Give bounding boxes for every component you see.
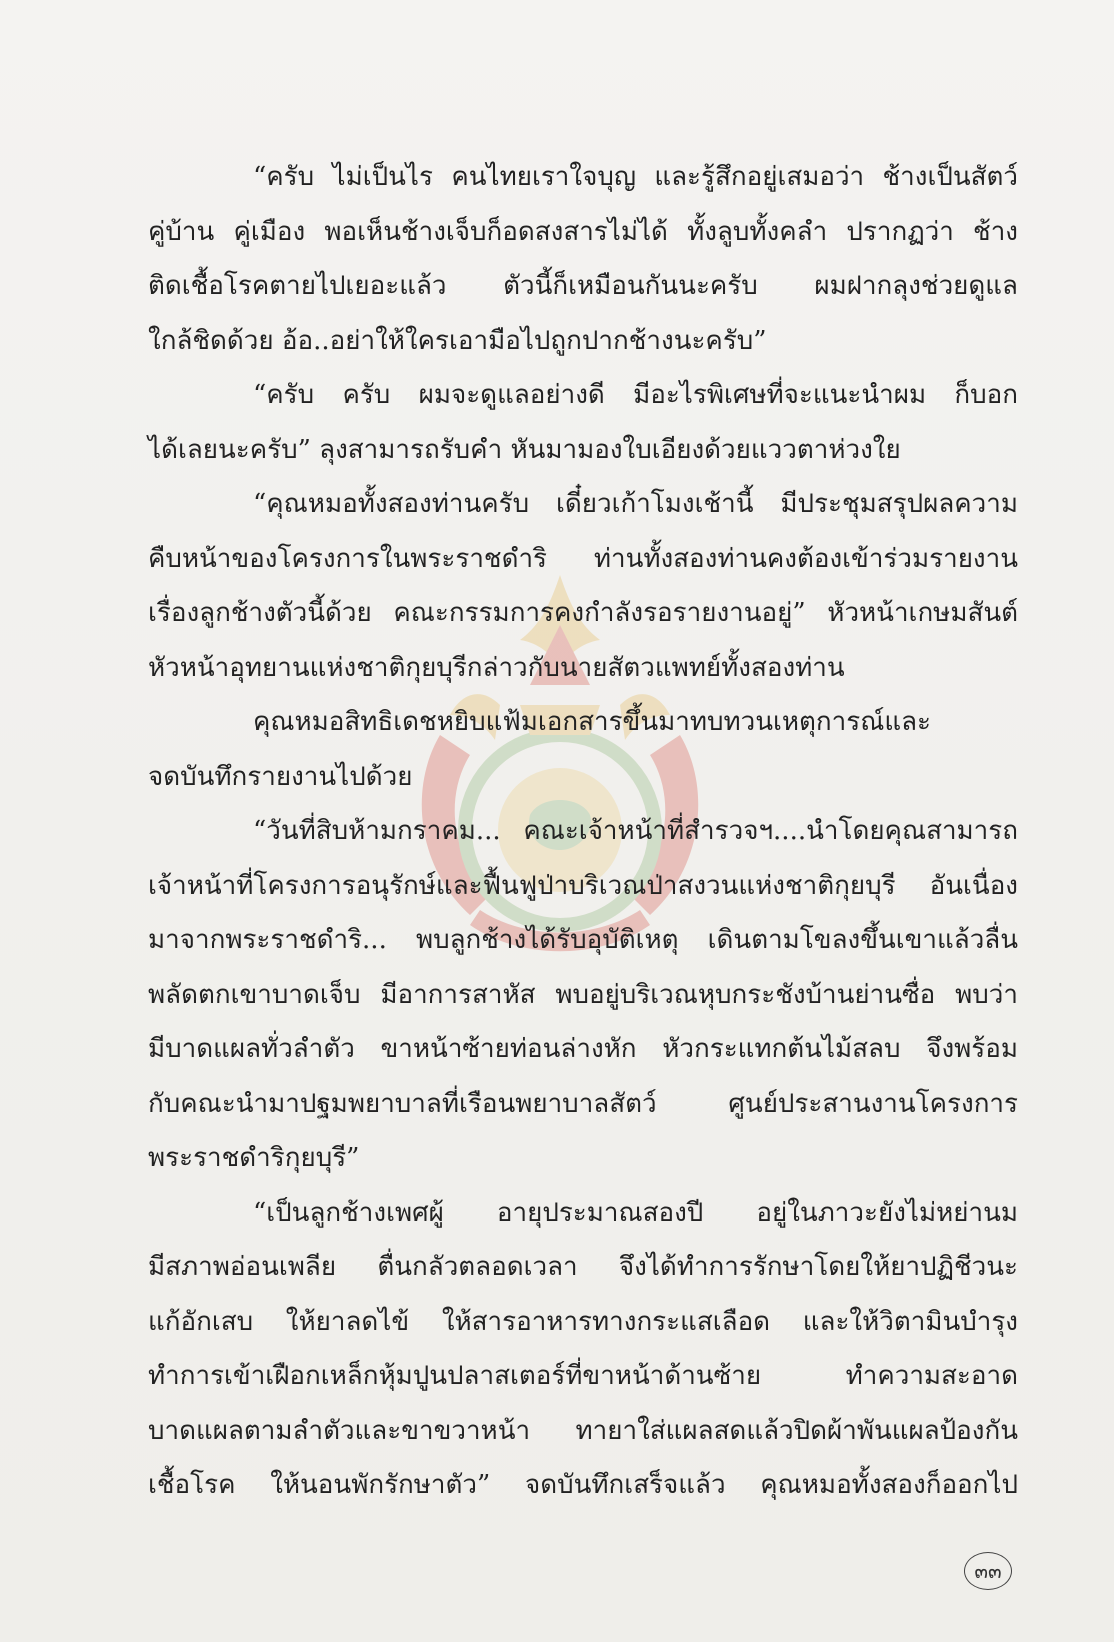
page-number: ๓๓ [964, 1552, 1012, 1590]
text-line: แก้อักเสบ ให้ยาลดไข้ ให้สารอาหารทางกระแสเลือด และให้วิตามินบำรุง [148, 1306, 1018, 1337]
text-line: พระราชดำริกุยบุรี” [148, 1143, 360, 1173]
text-line: “ครับ ไม่เป็นไร คนไทยเราใจบุญ และรู้สึกอยู่เสมอว่า ช้างเป็นสัตว์ [253, 162, 1018, 192]
text-line: มีสภาพอ่อนเพลีย ตื่นกลัวตลอดเวลา จึงได้ทำการรักษาโดยให้ยาปฏิชีวนะ [148, 1252, 1018, 1282]
text-line: เรื่องลูกช้างตัวนี้ด้วย คณะกรรมการคงกำลังรอรายงานอยู่” หัวหน้าเกษมสันต์ [148, 598, 1018, 628]
text-line: บาดแผลตามลำตัวและขาขวาหน้า ทายาใส่แผลสดแล้วปิดผ้าพันแผลป้องกัน [148, 1415, 1018, 1446]
text-line: คุณหมอสิทธิเดชหยิบแฟ้มเอกสารขึ้นมาทบทวนเหตุการณ์และ [253, 707, 931, 737]
text-line: จดบันทึกรายงานไปด้วย [148, 761, 413, 792]
text-line: “ครับ ครับ ผมจะดูแลอย่างดี มีอะไรพิเศษที่จะแนะนำผม ก็บอก [253, 380, 1018, 410]
text-line: ทำการเข้าเฝือกเหล็กหุ้มปูนปลาสเตอร์ที่ขาหน้าด้านซ้าย ทำความสะอาด [148, 1361, 1018, 1391]
text-line: เชื้อโรค ให้นอนพักรักษาตัว” จดบันทึกเสร็จแล้ว คุณหมอทั้งสองก็ออกไป [148, 1470, 1018, 1500]
text-line: มีบาดแผลทั่วลำตัว ขาหน้าซ้ายท่อนล่างหัก หัวกระแทกต้นไม้สลบ จึงพร้อม [148, 1034, 1018, 1064]
text-line: กับคณะนำมาปฐมพยาบาลที่เรือนพยาบาลสัตว์ ศูนย์ประสานงานโครงการ [148, 1088, 1018, 1119]
body-text [148, 150, 1018, 1513]
text-line: คู่บ้าน คู่เมือง พอเห็นช้างเจ็บก็อดสงสารไม่ได้ ทั้งลูบทั้งคลำ ปรากฏว่า ช้าง [148, 216, 1018, 247]
text-line: ได้เลยนะครับ” ลุงสามารถรับคำ หันมามองใบเอียงด้วยแววตาห่วงใย [148, 434, 901, 465]
text-line: คืบหน้าของโครงการในพระราชดำริ ท่านทั้งสองท่านคงต้องเข้าร่วมรายงาน [148, 543, 1018, 574]
text-line: ใกล้ชิดด้วย อ้อ..อย่าให้ใครเอามือไปถูกปากช้างนะครับ” [148, 325, 767, 356]
text-line: ติดเชื้อโรคตายไปเยอะแล้ว ตัวนี้ก็เหมือนกันนะครับ ผมฝากลุงช่วยดูแล [148, 271, 1018, 301]
text-line: “คุณหมอทั้งสองท่านครับ เดี๋ยวเก้าโมงเช้านี้ มีประชุมสรุปผลความ [253, 489, 1018, 519]
text-line: พลัดตกเขาบาดเจ็บ มีอาการสาหัส พบอยู่บริเวณหุบกระชังบ้านย่านซื่อ พบว่า [148, 979, 1018, 1010]
text-line: หัวหน้าอุทยานแห่งชาติกุยบุรีกล่าวกับนายสัตวแพทย์ทั้งสองท่าน [148, 652, 845, 683]
text-line: “เป็นลูกช้างเพศผู้ อายุประมาณสองปี อยู่ในภาวะยังไม่หย่านม [253, 1197, 1018, 1228]
text-line: เจ้าหน้าที่โครงการอนุรักษ์และฟื้นฟูป่าบริเวณป่าสงวนแห่งชาติกุยบุรี อันเนื่อง [148, 870, 1018, 901]
text-line: “วันที่สิบห้ามกราคม... คณะเจ้าหน้าที่สำรวจฯ....นำโดยคุณสามารถ [253, 816, 1018, 846]
text-line: มาจากพระราชดำริ... พบลูกช้างได้รับอุบัติเหตุ เดินตามโขลงขึ้นเขาแล้วลื่น [148, 925, 1018, 955]
